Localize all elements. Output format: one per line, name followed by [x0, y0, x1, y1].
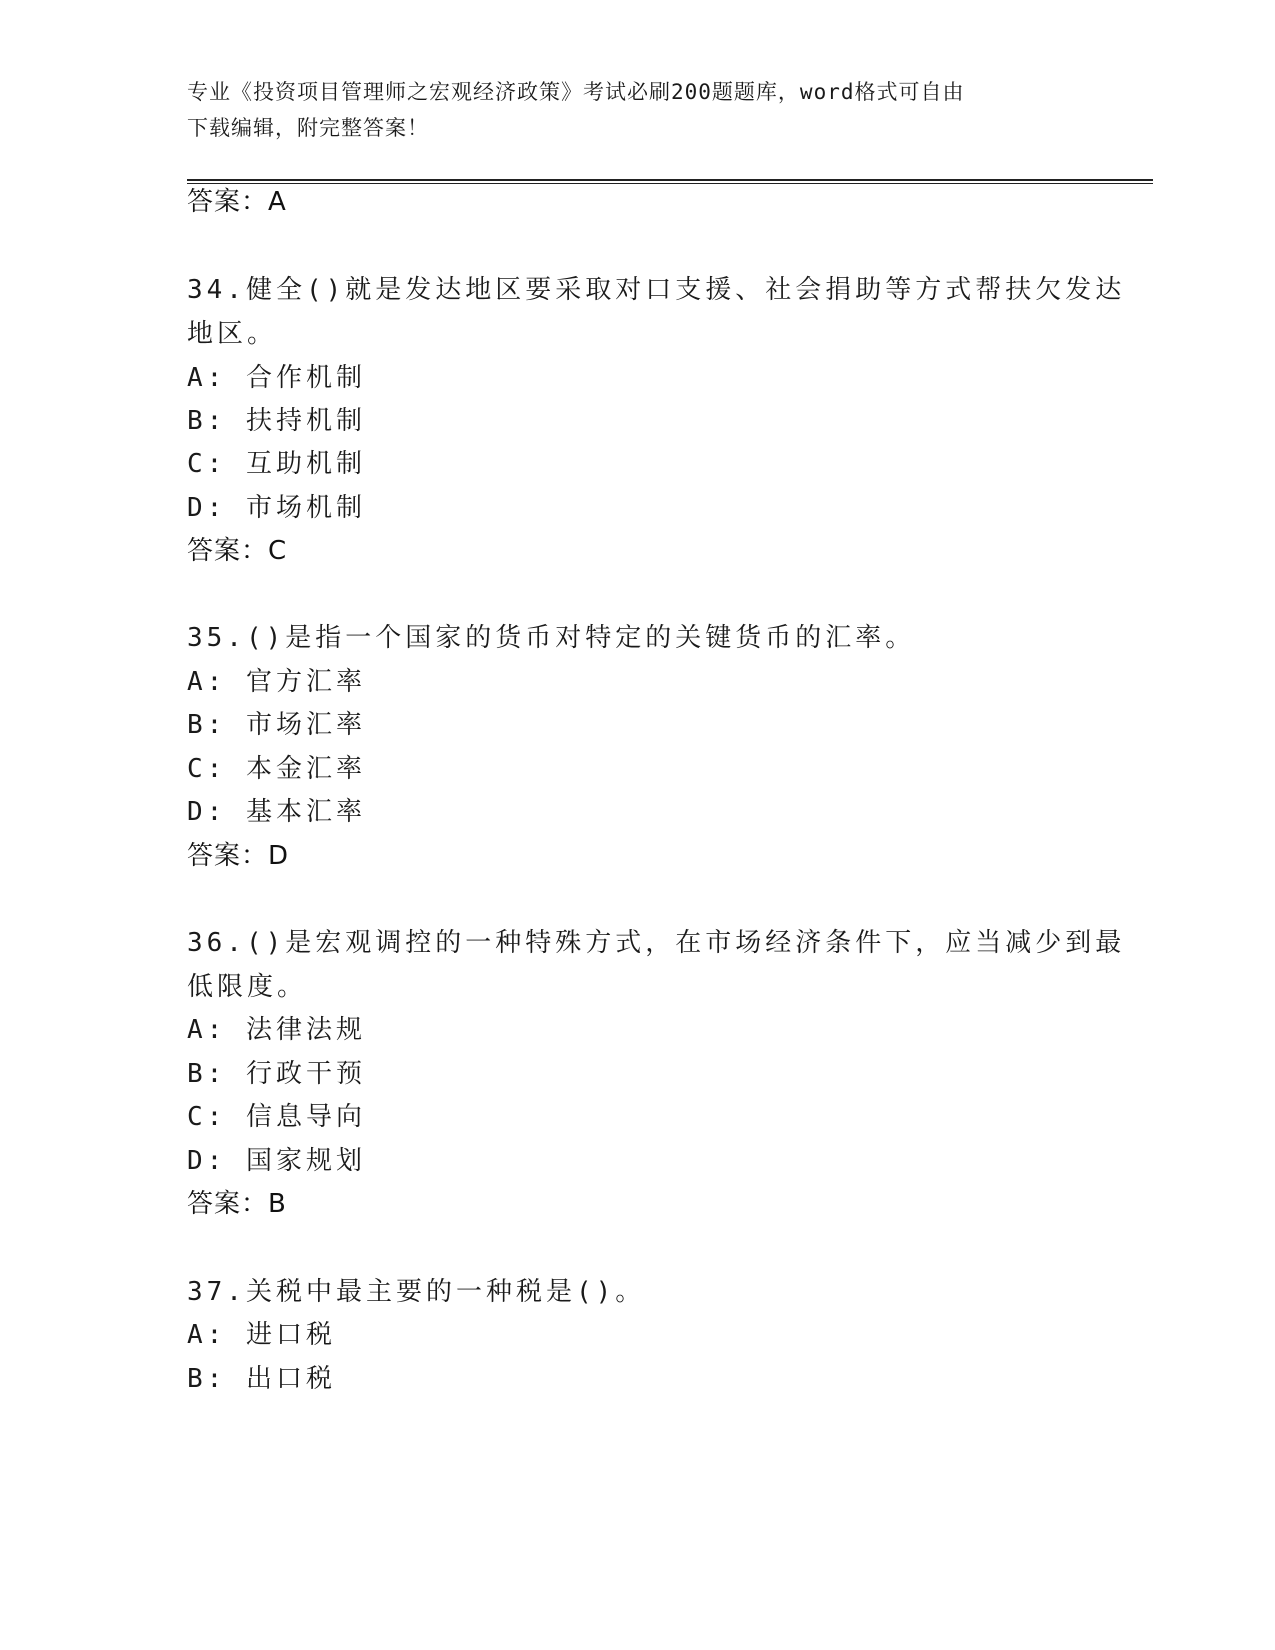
question-36-option-b: B: 行政干预: [187, 1059, 366, 1089]
question-34-option-d: D: 市场机制: [187, 493, 366, 523]
question-35-option-d: D: 基本汇率: [187, 797, 366, 827]
question-35-option-b: B: 市场汇率: [187, 710, 366, 740]
question-34-option-b: B: 扶持机制: [187, 406, 366, 436]
question-34-option-c: C: 互助机制: [187, 449, 366, 479]
question-37-text-line-1: 37.关税中最主要的一种税是()。: [187, 1277, 646, 1307]
previous-answer: 答案：A: [187, 187, 287, 217]
question-34-answer: 答案：C: [187, 536, 288, 566]
question-36-answer: 答案：B: [187, 1189, 287, 1219]
question-36-option-c: C: 信息导向: [187, 1102, 366, 1132]
question-35-text-line-1: 35.()是指一个国家的货币对特定的关键货币的汇率。: [187, 623, 916, 653]
question-36-option-a: A: 法律法规: [187, 1015, 366, 1045]
question-36-text-line-2: 低限度。: [187, 972, 308, 1002]
document-header: [187, 74, 1067, 146]
question-34-text-line-2: 地区。: [187, 319, 278, 349]
question-37-option-b: B: 出口税: [187, 1364, 336, 1394]
question-35-answer: 答案：D: [187, 841, 290, 871]
question-36-option-d: D: 国家规划: [187, 1146, 366, 1176]
question-35-option-c: C: 本金汇率: [187, 754, 366, 784]
header-line-2: 下载编辑，附完整答案！: [187, 116, 429, 140]
question-37-option-a: A: 进口税: [187, 1320, 336, 1350]
question-34-option-a: A: 合作机制: [187, 363, 366, 393]
header-divider-thick: [187, 179, 1153, 181]
question-36-text-line-1: 36.()是宏观调控的一种特殊方式，在市场经济条件下，应当减少到最: [187, 928, 1126, 958]
header-divider-thin: [187, 183, 1153, 184]
question-35-option-a: A: 官方汇率: [187, 667, 366, 697]
header-line-1: 专业《投资项目管理师之宏观经济政策》考试必刷200题题库，word格式可自由: [187, 80, 965, 104]
question-34-text-line-1: 34.健全()就是发达地区要采取对口支援、社会捐助等方式帮扶欠发达: [187, 275, 1126, 305]
